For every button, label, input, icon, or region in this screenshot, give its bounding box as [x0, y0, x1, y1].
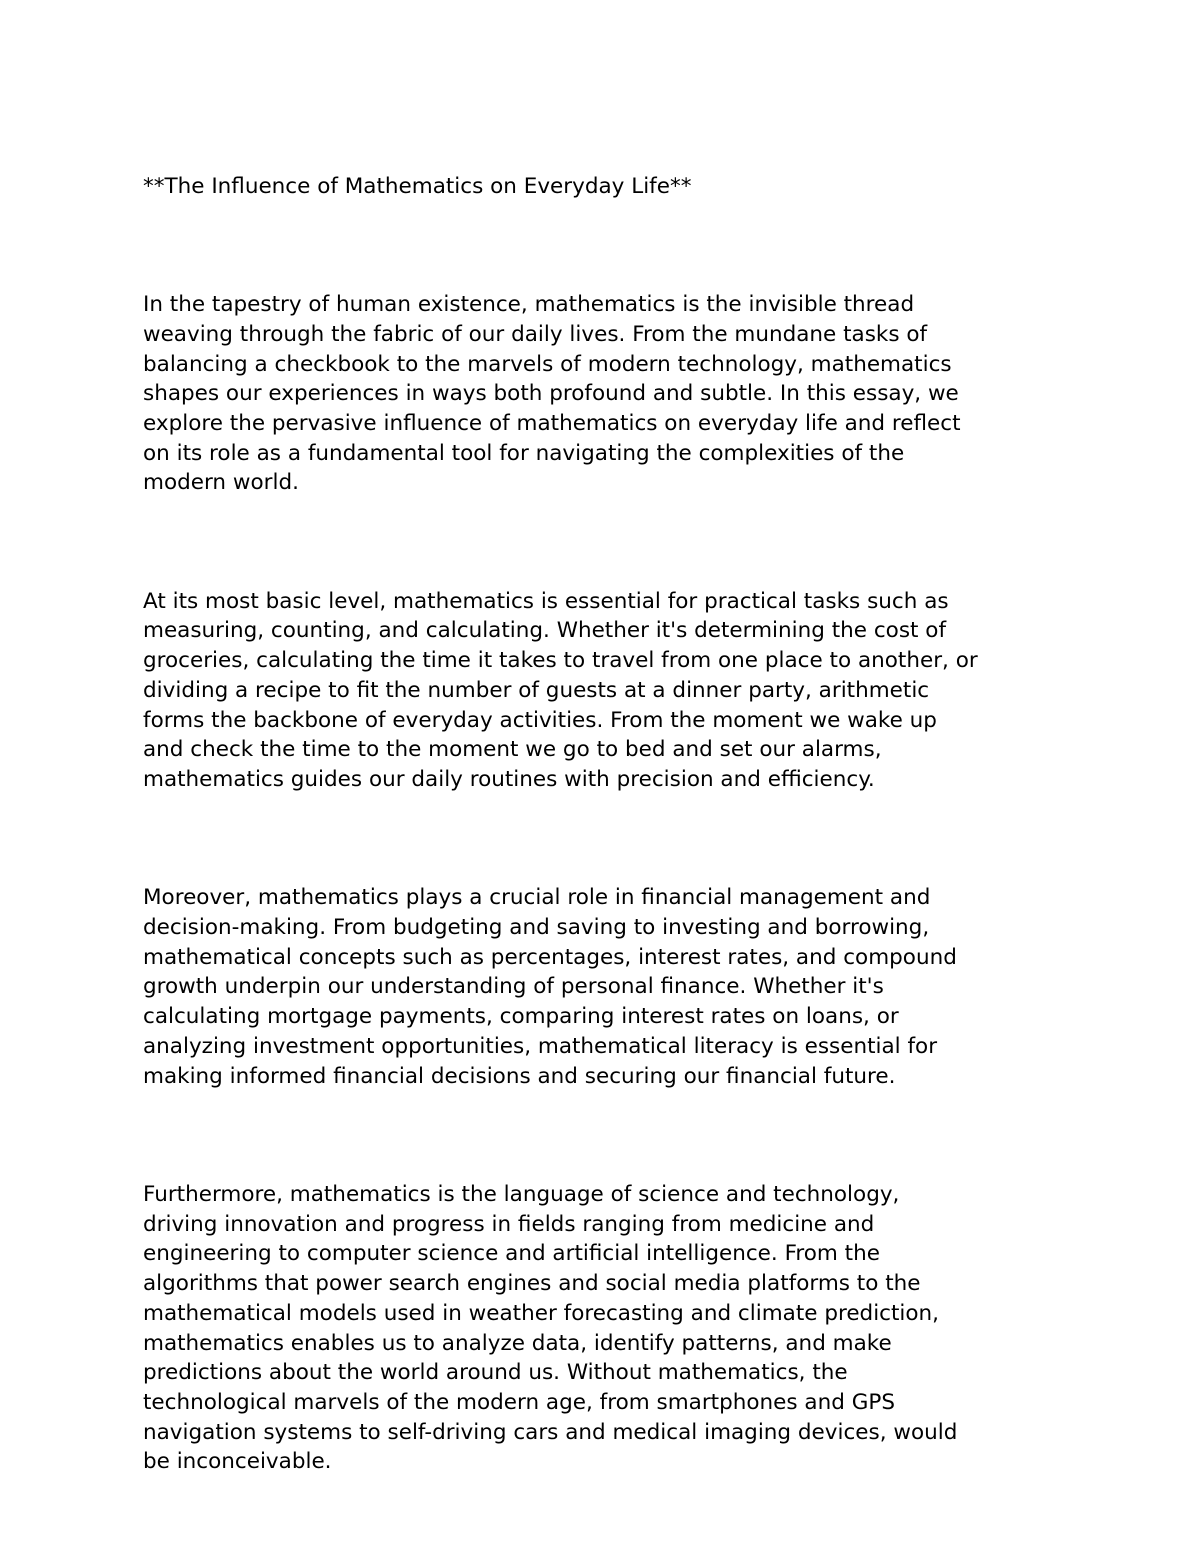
- document-title: **The Influence of Mathematics on Everyday Life**: [143, 173, 692, 199]
- paragraph-3: Moreover, mathematics plays a crucial role in financial management and decision-making. From budgeting and saving to investing and borrowing, mathematical concepts such as percentages, interest rates, and compound growth underpin our understanding of personal finance. Whether it's calculating mortgage payments, comparing interest rates on loans, or analyzing investment opportunities, mathematical literacy is essential for making informed financial decisions and securing our financial future.: [143, 885, 957, 1089]
- paragraph-1: In the tapestry of human existence, mathematics is the invisible thread weaving through the fabric of our daily lives. From the mundane tasks of balancing a checkbook to the marvels of modern technology, mathematics shapes our experiences in ways both profound and subtle. In this essay, we explore the pervasive influence of mathematics on everyday life and reflect on its role as a fundamental tool for navigating the complexities of the modern world.: [143, 292, 961, 496]
- paragraph-2: At its most basic level, mathematics is essential for practical tasks such as measuring, counting, and calculating. Whether it's determining the cost of groceries, calculating the time it takes to travel from one place to another, or dividing a recipe to fit the number of guests at a dinner party, arithmetic forms the backbone of everyday activities. From the moment we wake up and check the time to the moment we go to bed and set our alarms, mathematics guides our daily routines with precision and efficiency.: [143, 588, 978, 792]
- document-body: [143, 142, 1073, 1553]
- paragraph-4: Furthermore, mathematics is the language of science and technology, driving innovation and progress in fields ranging from medicine and engineering to computer science and artificial intelligence. From the algorithms that power search engines and social media platforms to the mathematical models used in weather forecasting and climate prediction, mathematics enables us to analyze data, identify patterns, and make predictions about the world around us. Without mathematics, the technological marvels of the modern age, from smartphones and GPS navigation systems to self-driving cars and medical imaging devices, would be inconceivable.: [143, 1181, 958, 1475]
